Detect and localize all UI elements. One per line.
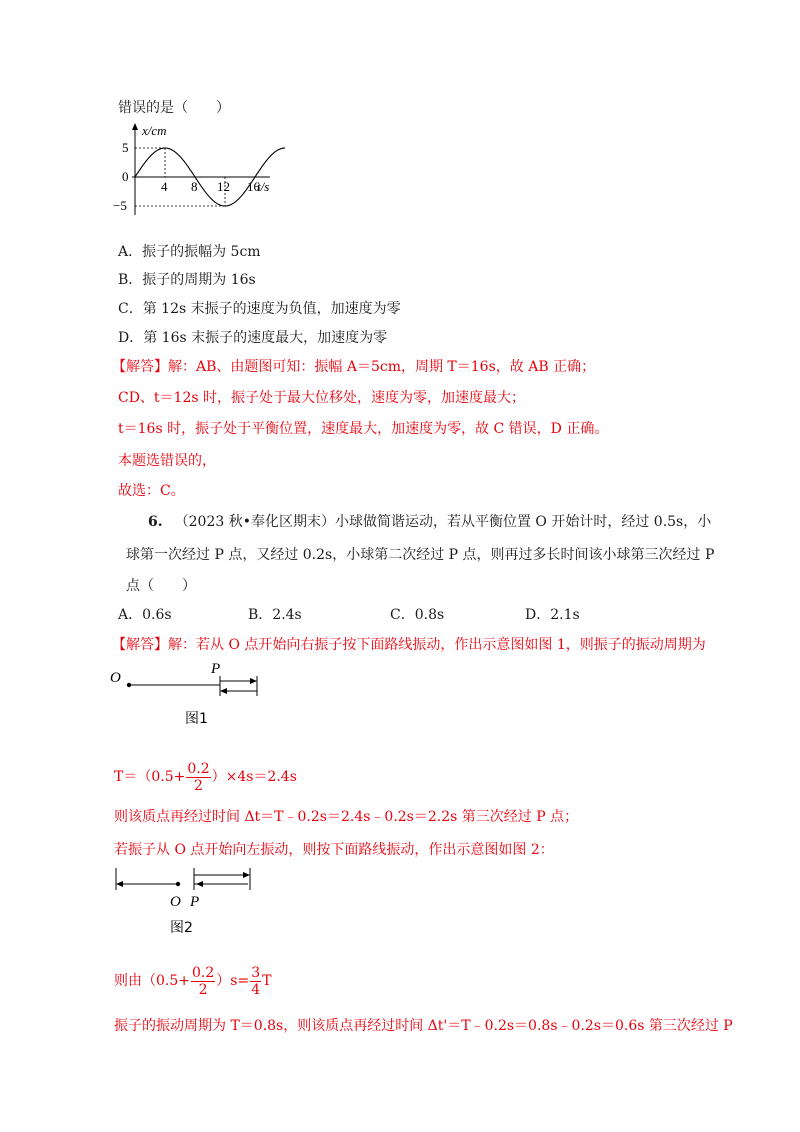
q6-option-d: D．2.1s <box>525 607 580 623</box>
intro-text: 错误的是（ ） <box>118 100 230 116</box>
q6-number: 6. <box>148 514 163 530</box>
fraction-numerator: 0.2 <box>192 964 215 981</box>
fig2-o-label: O <box>170 894 181 910</box>
q6-option-a: A．0.6s <box>118 607 172 623</box>
fig2-upper-arrowhead <box>243 872 250 878</box>
fraction-denominator: 2 <box>194 777 203 794</box>
x-tick-16: 16 <box>247 179 260 194</box>
fig1-outward-arrowhead <box>250 678 257 684</box>
fig2-o-point <box>176 882 180 886</box>
q6-stem-line-3: 点（ ） <box>126 578 196 594</box>
fraction-numerator: 0.2 <box>187 760 210 777</box>
formula-2-right: T <box>262 973 272 989</box>
fraction-denominator: 2 <box>198 981 208 998</box>
q5-answer-line-5: 故选：C。 <box>118 483 185 499</box>
origin-label: 0 <box>122 169 129 184</box>
answer-tag: 【解答】 <box>112 637 168 653</box>
fraction-numerator: 3 <box>251 964 261 981</box>
x-tick-8: 8 <box>191 179 198 194</box>
q5-option-b: B．振子的周期为 16s <box>118 272 256 288</box>
q6-option-b: B．2.4s <box>248 607 302 623</box>
x-tick-4: 4 <box>161 179 168 194</box>
figure-2 <box>110 862 270 938</box>
formula-2-mid: ）s= <box>216 973 250 989</box>
y-tick-neg5: −5 <box>113 198 127 213</box>
formula-1-fraction <box>186 761 210 794</box>
formula-2-fraction-b <box>250 965 261 998</box>
x-axis-label: t/s <box>257 179 270 194</box>
q5-option-a: A．振子的振幅为 5cm <box>118 244 261 260</box>
q5-option-c: C．第 12s 末振子的速度为负值，加速度为零 <box>118 301 401 317</box>
q6-final-line: 振子的振动周期为 T＝0.8s，则该质点再经过时间 Δt'＝T﹣0.2s＝0.8s﹣0.2s＝0.6s 第三次经过 P <box>114 1018 733 1034</box>
y-tick-5: 5 <box>122 140 129 155</box>
q6-stem-line-1 <box>148 512 711 532</box>
q6-delta-t-line: 则该质点再经过时间 Δt＝T﹣0.2s＝2.4s﹣0.2s＝2.2s 第三次经过 P 点； <box>114 809 579 825</box>
formula-2-left: 则由（0.5+ <box>114 973 190 989</box>
q5-option-d: D．第 16s 末振子的速度最大，加速度为零 <box>118 330 388 346</box>
answer-text: 解：AB、由题图可知：振幅 A＝5cm，周期 T＝16s，故 AB 正确； <box>168 359 596 375</box>
q6-left-motion-line: 若振子从 O 点开始向左振动，则按下面路线振动，作出示意图如图 2： <box>114 842 554 858</box>
q5-answer-line-2: CD、t＝12s 时，振子处于最大位移处，速度为零，加速度最大； <box>118 390 526 406</box>
fig1-p-label: P <box>211 661 221 677</box>
fig2-caption: 图2 <box>170 920 193 936</box>
y-axis-label: x/cm <box>142 123 167 138</box>
answer-tag: 【解答】 <box>112 359 168 375</box>
q6-stem-text: （2023 秋•奉化区期末）小球做简谐运动，若从平衡位置 O 开始计时，经过 0.5s，小 <box>174 514 712 530</box>
formula-1-left: T＝（0.5+ <box>114 769 186 785</box>
q6-answer-line-1 <box>112 635 706 655</box>
q6-stem-line-2: 球第一次经过 P 点，又经过 0.2s，小球第二次经过 P 点，则再过多长时间该小球第三次经过 P <box>126 547 715 563</box>
formula-1 <box>114 758 297 796</box>
q6-option-c: C．0.8s <box>390 607 445 623</box>
formula-2-fraction-a <box>191 965 215 998</box>
q5-answer-line-3: t＝16s 时，振子处于平衡位置，速度最大，加速度为零，故 C 错误，D 正确。 <box>118 421 609 437</box>
fig2-lower-right-arrowhead <box>196 881 203 887</box>
fig1-return-arrowhead <box>220 688 227 694</box>
fig1-o-label: O <box>110 670 121 686</box>
formula-2 <box>114 962 271 1000</box>
y-axis-arrow <box>132 123 138 130</box>
x-tick-12: 12 <box>217 179 230 194</box>
fig1-caption: 图1 <box>185 711 208 727</box>
answer-text: 解：若从 O 点开始向右振子按下面路线振动，作出示意图如图 1，则振子的振动周期为 <box>168 637 706 653</box>
q5-answer-line-4: 本题选错误的， <box>118 453 216 469</box>
fig2-p-label: P <box>190 894 200 910</box>
formula-1-right: ）×4s＝2.4s <box>211 769 297 785</box>
figure-1 <box>110 656 270 728</box>
fig2-lower-left-arrowhead <box>116 881 123 887</box>
fraction-denominator: 4 <box>251 981 261 998</box>
q5-answer-line-1 <box>112 357 595 377</box>
displacement-time-graph <box>110 120 290 220</box>
